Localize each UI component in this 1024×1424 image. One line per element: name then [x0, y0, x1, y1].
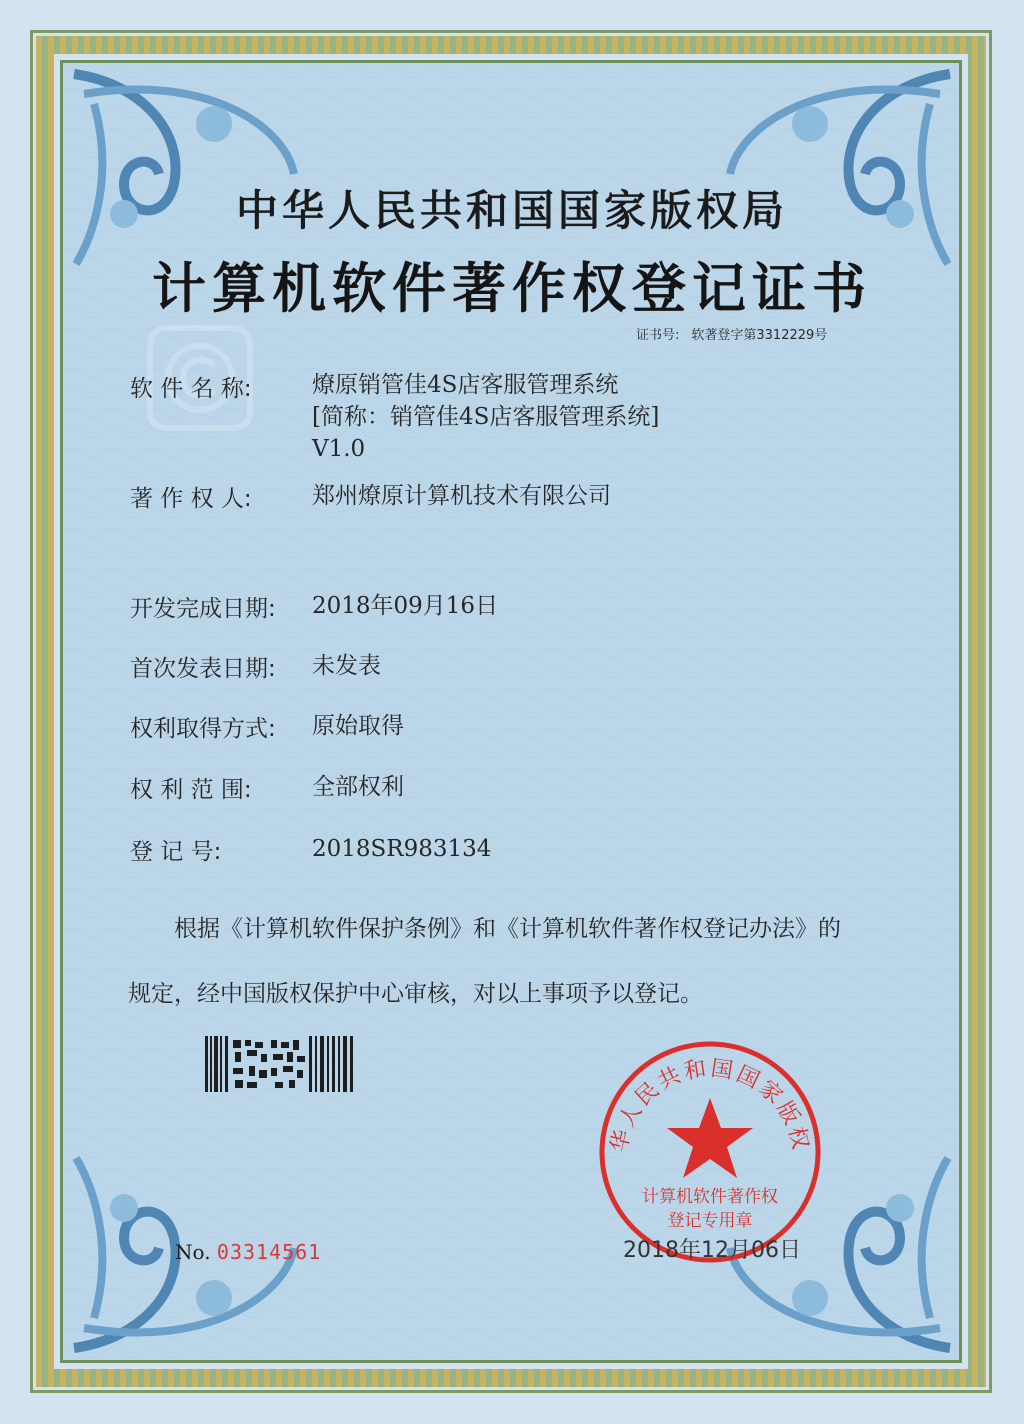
software-version: V1.0 [312, 436, 366, 462]
registration-number: 2018SR983134 [312, 836, 492, 862]
field-value [312, 369, 659, 465]
field-first-publication [130, 650, 381, 683]
field-completion-date [130, 590, 499, 623]
certificate-number-label: 证书号: [636, 328, 680, 343]
official-red-seal [598, 1040, 822, 1264]
issuing-authority: 中华人民共和国国家版权局 [235, 186, 788, 235]
completion-date: 2018年09月16日 [312, 593, 499, 619]
statement-line-2: 规定，经中国版权保护中心审核，对以上事项予以登记。 [128, 981, 703, 1007]
serial-value: 03314561 [216, 1240, 322, 1264]
corner-ornament-top-right [710, 64, 960, 274]
certificate-number-value: 软著登字第3312229号 [691, 328, 828, 343]
field-label: 著 作 权 人: [130, 486, 252, 512]
field-value [312, 480, 611, 512]
field-copyright-owner [130, 480, 611, 513]
field-registration-number [130, 833, 492, 866]
certificate-title: 计算机软件著作权登记证书 [152, 256, 872, 320]
field-software-name [130, 370, 660, 462]
software-short-name: [简称：销管佳4S店客服管理系统] [312, 404, 660, 430]
field-label: 开发完成日期: [130, 596, 276, 622]
software-full-name: 燎原销管佳4S店客服管理系统 [312, 372, 619, 398]
acquisition-method: 原始取得 [312, 713, 404, 739]
corner-ornament-top-left [64, 64, 314, 274]
certificate-barcode [205, 1036, 355, 1092]
seal-outer-text: 华人民共和国国家版权 [606, 1056, 814, 1155]
publication-status: 未发表 [312, 653, 381, 679]
field-value [312, 710, 404, 742]
field-value [312, 650, 381, 682]
statement-line-1: 根据《计算机软件保护条例》和《计算机软件著作权登记办法》的 [174, 916, 841, 942]
serial-number [175, 1240, 321, 1264]
owner-name: 郑州燎原计算机技术有限公司 [312, 483, 611, 509]
field-label: 首次发表日期: [130, 656, 276, 682]
rights-scope: 全部权利 [312, 774, 404, 800]
field-acquisition-method [130, 710, 404, 743]
seal-star-icon [667, 1098, 753, 1178]
field-rights-scope [130, 771, 404, 804]
issue-date: 2018年12月06日 [623, 1238, 801, 1263]
field-label: 权 利 范 围: [130, 777, 252, 803]
serial-label: No. [175, 1240, 211, 1264]
field-value [312, 833, 491, 865]
seal-inner-line-1: 计算机软件著作权 [642, 1187, 778, 1207]
field-label: 软 件 名 称: [130, 376, 252, 402]
field-label: 权利取得方式: [130, 716, 276, 742]
field-value [312, 590, 498, 622]
certificate-number [636, 324, 839, 343]
seal-inner-line-2: 登记专用章 [667, 1211, 753, 1231]
field-label: 登 记 号: [130, 839, 222, 865]
field-value [312, 771, 404, 803]
